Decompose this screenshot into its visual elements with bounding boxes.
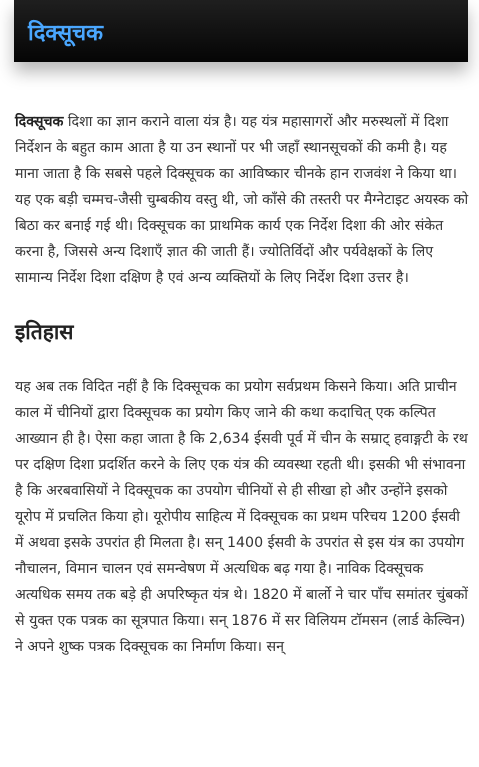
intro-paragraph bbox=[15, 109, 470, 291]
history-heading: इतिहास bbox=[15, 320, 74, 344]
history-paragraph: यह अब तक विदित नहीं है कि दिक्सूचक का प्रयोग सर्वप्रथम किसने किया। अति प्राचीन काल में चीनियों द्वारा दिक्सूचक का प्रयोग किए जाने की कथा कदाचित् एक कल्पित आख्यान ही है। ऐसा कहा जाता है कि 2,634 ईसवी पूर्व में चीन के सम्राट् हवाङ्गटी के रथ पर दक्षिण दिशा प्रदर्शित करने के लिए एक यंत्र की व्यवस्था रहती थी। इसकी भी संभावना है कि अरबवासियों ने दिक्सूचक का उपयोग चीनियों से ही सीखा हो और उन्होंने इसको यूरोप में प्रचलित किया हो। यूरोपीय साहित्य में दिक्सूचक का प्रथम परिचय 1200 ईसवी में अथवा इसके उपरांत ही मिलता है। सन् 1400 ईसवी के उपरांत से इस यंत्र का उपयोग नौचालन, विमान चालन एवं समन्वेषण में अत्यधिक बढ़ गया है। नाविक दिक्सूचक अत्यधिक समय तक बड़े ही अपरिष्कृत यंत्र थे। 1820 में बार्लो ने चार पाँच समांतर चुंबकों से युक्त एक पत्रक का सूत्रपात किया। सन् 1876 में सर विलियम टॉमसन (लार्ड केल्विन) ने अपने शुष्क पत्रक दिक्सूचक का निर्माण किया। सन् bbox=[15, 379, 468, 655]
intro-text: दिशा का ज्ञान कराने वाला यंत्र है। यह यंत्र महासागरों और मरुस्थलों में दिशा निर्देशन के बहुत काम आता है या उन स्थानों पर भी जहाँ स्थानसूचकों की कमी है। यह माना जाता है कि सबसे पहले दिक्सूचक का आविष्कार चीनके हान राजवंश ने किया था। यह एक बड़ी चम्मच-जैसी चुम्बकीय वस्तु थी, जो काँसे की तस्तरी पर मैग्नेटाइट अयस्क को बिठा कर बनाई गई थी। दिक्सूचक का प्राथमिक कार्य एक निर्देश दिशा की ओर संकेत करना है, जिससे अन्य दिशाएँ ज्ञात की जाती हैं। ज्योतिर्विदों और पर्यवेक्षकों के लिए सामान्य निर्देश दिशा दक्षिण है एवं अन्य व्यक्तियों के लिए निर्देश दिशा उत्तर है। bbox=[15, 114, 469, 286]
page-title: दिक्सूचक bbox=[28, 21, 103, 46]
article-content bbox=[15, 109, 470, 660]
intro-term: दिक्सूचक bbox=[15, 114, 64, 130]
header bbox=[0, 0, 479, 90]
title-bar bbox=[14, 0, 468, 62]
